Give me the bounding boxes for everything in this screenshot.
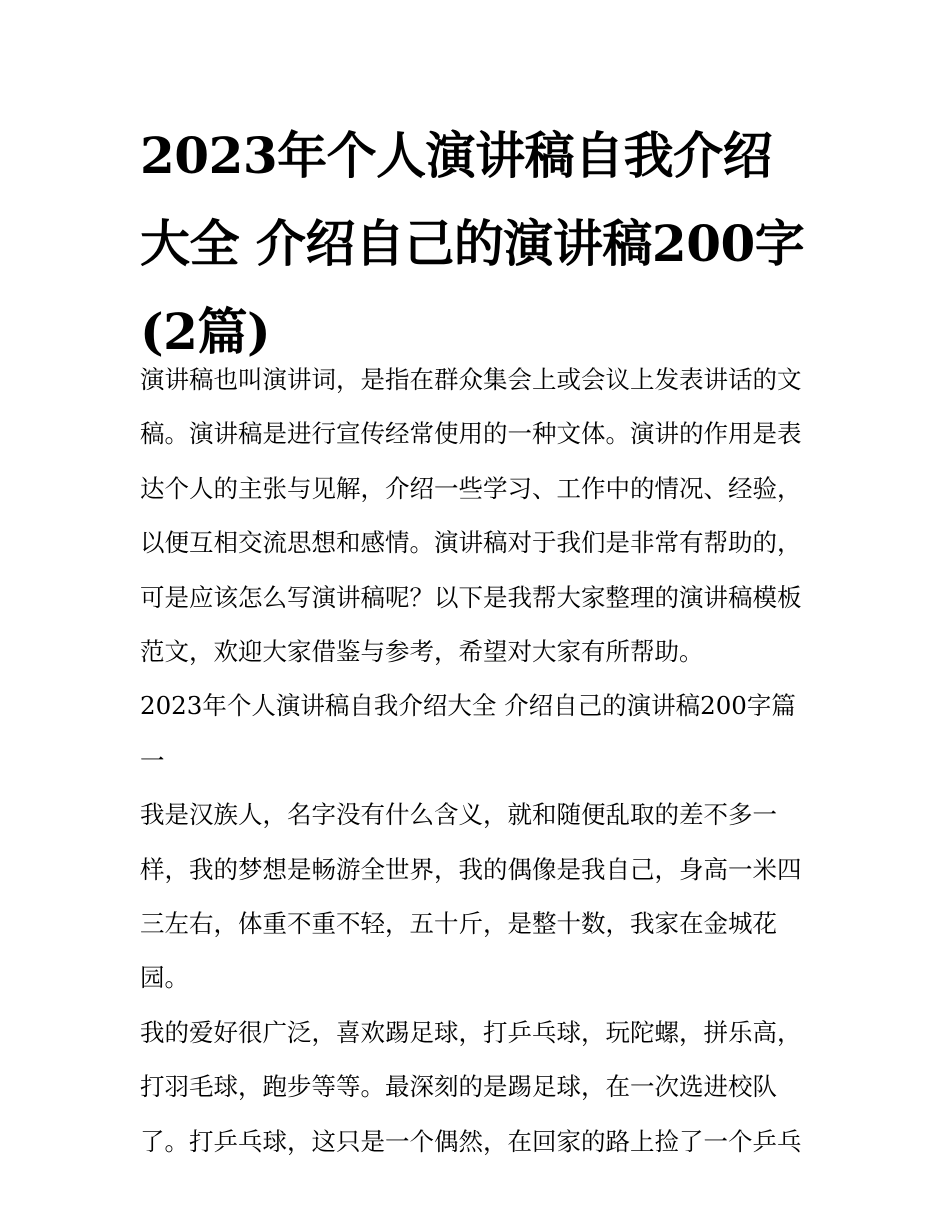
- intro-paragraph: 演讲稿也叫演讲词，是指在群众集会上或会议上发表讲话的文稿。演讲稿是进行宣传经常使用的一种文体。演讲的作用是表达个人的主张与见解，介绍一些学习、工作中的情况、经验，以便互相交流思想和感情。演讲稿对于我们是非常有帮助的，可是应该怎么写演讲稿呢？以下是我帮大家整理的演讲稿模板范文，欢迎大家借鉴与参考，希望对大家有所帮助。: [140, 365, 802, 667]
- body-paragraph: 我的爱好很广泛，喜欢踢足球，打乒乓球，玩陀螺，拼乐高，打羽毛球，跑步等等。最深刻的是踢足球，在一次选进校队了。打乒乓球，这只是一个偶然，在回家的路上捡了一个乒乓: [140, 1017, 802, 1156]
- document-body: [140, 353, 815, 1169]
- body-paragraph: 我是汉族人，名字没有什么含义，就和随便乱取的差不多一样，我的梦想是畅游全世界，我的偶像是我自己，身高一米四三左右，体重不重不轻，五十斤，是整十数，我家在金城花园。: [140, 800, 802, 993]
- document-title: 2023年个人演讲稿自我介绍大全 介绍自己的演讲稿200字(2篇): [140, 126, 805, 361]
- section-heading: 2023年个人演讲稿自我介绍大全 介绍自己的演讲稿200字篇一: [140, 691, 796, 775]
